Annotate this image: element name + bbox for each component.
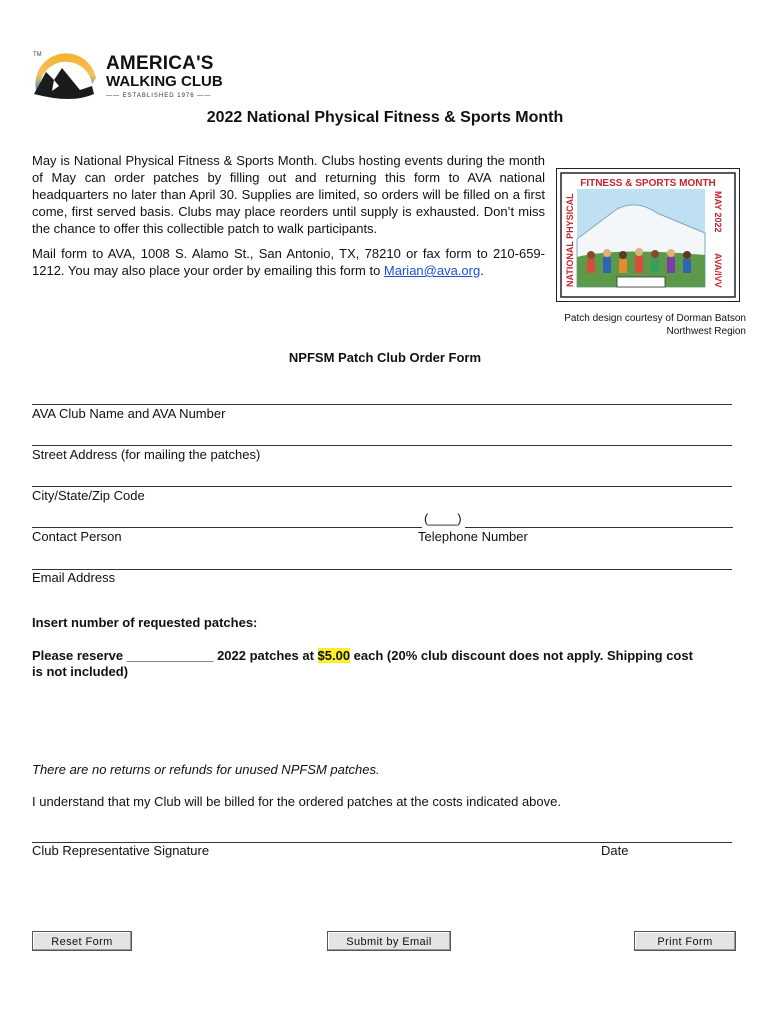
- phone-area-code[interactable]: (____): [424, 511, 462, 526]
- reserve-text-3: is not included): [32, 664, 129, 679]
- telephone-label: Telephone Number: [418, 529, 528, 544]
- signature-field[interactable]: [32, 829, 732, 843]
- print-form-button[interactable]: Print Form: [634, 931, 736, 951]
- city-state-zip-field[interactable]: [32, 473, 732, 487]
- contact-person-field[interactable]: [32, 514, 422, 528]
- patch-right-text-2: AVA/IVV: [713, 253, 723, 288]
- city-state-zip-label: City/State/Zip Code: [32, 488, 145, 503]
- patch-top-text: FITNESS & SPORTS MONTH: [580, 178, 716, 189]
- logo-line-2: WALKING CLUB: [106, 73, 223, 90]
- logo-established-text: ESTABLISHED 1976: [122, 93, 195, 99]
- mail-text: Mail form to AVA, 1008 S. Alamo St., San Antonio, TX, 78210 or fax form to 210-659-1212. You may also place your order by emailing this form to: [32, 246, 545, 278]
- patch-quantity-field[interactable]: [132, 648, 224, 664]
- trademark-mark: TM: [33, 52, 42, 58]
- patch-left-text: NATIONAL PHYSICAL: [565, 193, 575, 287]
- patch-credit: [564, 312, 746, 338]
- logo-line-1: AMERICA'S: [106, 53, 214, 74]
- submit-by-email-button[interactable]: Submit by Email: [327, 931, 451, 951]
- credit-line-1: Patch design courtesy of Dorman Batson: [564, 313, 746, 324]
- intro-paragraph: May is National Physical Fitness & Sports Month. Clubs hosting events during the month of May can order patches by filling out and returning this form to AVA national headquarters no later than April 30. Supplies are limited, so orders will be filled on a first come, first served basis. Clubs may place reorders until supply is exhausted. Don’t miss the chance to offer this collectible patch to walk participants.: [32, 153, 545, 236]
- no-returns-note: There are no returns or refunds for unused NPFSM patches.: [32, 762, 380, 777]
- patch-image: [556, 168, 740, 302]
- mail-end: .: [480, 263, 484, 278]
- street-address-label: Street Address (for mailing the patches): [32, 447, 261, 462]
- reserve-text: Please reserve ____________ 2022 patches at: [32, 648, 318, 663]
- email-address-field[interactable]: [32, 556, 732, 570]
- street-address-field[interactable]: [32, 432, 732, 446]
- insert-heading: Insert number of requested patches:: [32, 615, 258, 630]
- contact-person-label: Contact Person: [32, 529, 122, 544]
- reserve-text-2: each (20% club discount does not apply. Shipping cost: [350, 648, 693, 663]
- email-address-label: Email Address: [32, 570, 116, 585]
- club-name-field[interactable]: [32, 391, 732, 405]
- form-title: NPFSM Patch Club Order Form: [288, 350, 482, 365]
- credit-line-2: Northwest Region: [666, 326, 746, 337]
- patch-illustration: [557, 169, 739, 301]
- logo-established: —— ESTABLISHED 1976 ——: [106, 93, 212, 99]
- email-link[interactable]: Marian@ava.org: [383, 263, 481, 278]
- club-name-label: AVA Club Name and AVA Number: [32, 406, 226, 421]
- signature-label: Club Representative Signature: [32, 843, 210, 858]
- billing-acknowledgement: I understand that my Club will be billed for the ordered patches at the costs indicated above.: [32, 794, 561, 809]
- patch-right-text: MAY 2022: [713, 191, 723, 233]
- price-highlight: $5.00: [317, 648, 351, 663]
- page-title: 2022 National Physical Fitness & Sports Month: [206, 109, 564, 126]
- telephone-field[interactable]: [465, 514, 733, 528]
- reset-form-button[interactable]: Reset Form: [32, 931, 132, 951]
- mail-paragraph: [32, 245, 545, 279]
- date-label: Date: [601, 843, 629, 858]
